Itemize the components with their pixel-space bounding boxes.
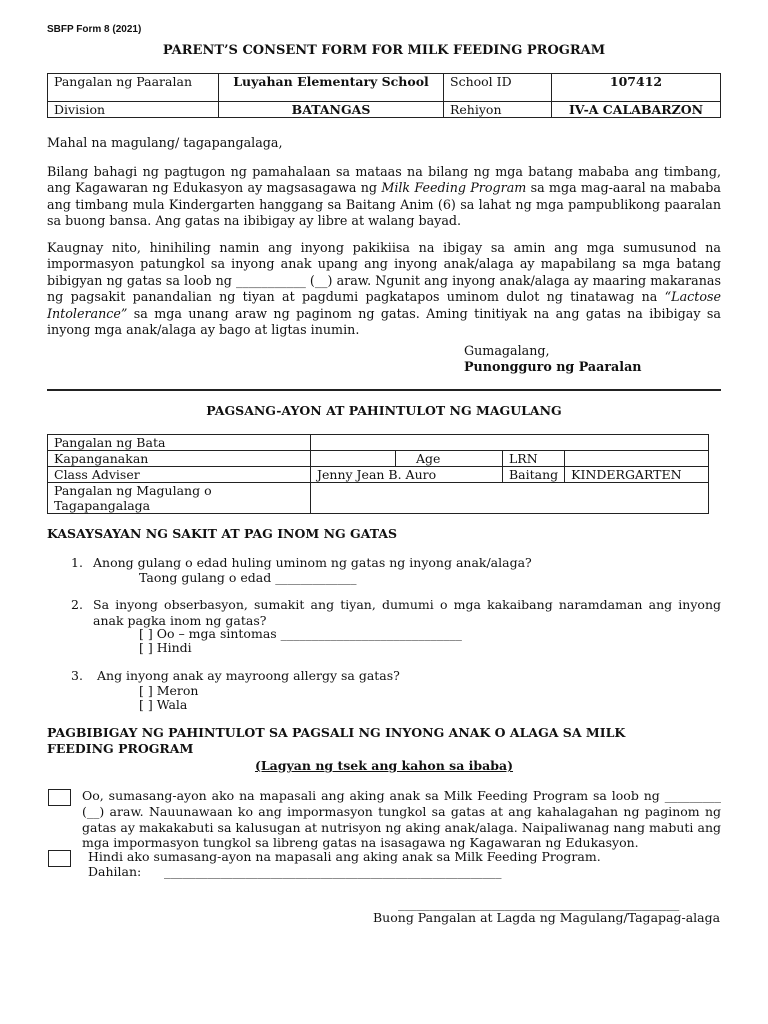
grade-label: Baitang [503, 467, 565, 483]
consent-heading: PAGSANG-AYON AT PAHINTULOT NG MAGULANG [206, 403, 562, 418]
lrn-field[interactable] [565, 451, 709, 467]
consent-yes-text: Oo, sumasang-ayon ako na mapasali ang aking anak sa Milk Feeding Program sa loob ng _________ (__) araw. Nauunawaan ko ang impormasyon tungkol sa gatas at ang kahalagahan ng paginom ng gatas ay makakabuti sa kalusugan at nutrisyon ng aking anak/alaga. Naipaliwanag nang mabuti ang mga impormasyon tungkol sa libreng gatas na isasagawa ng Kagawaran ng Edukasyon. [82, 788, 721, 851]
permission-instruction: (Lagyan ng tsek ang kahon sa ibaba) [254, 758, 514, 773]
history-heading: KASAYSAYAN NG SAKIT AT PAG INOM NG GATAS [47, 526, 398, 541]
school-id-label: School ID [444, 74, 552, 102]
letter-paragraph-1 [47, 164, 721, 230]
consent-no-text: Hindi ako sumasang-ayon na mapasali ang aking anak sa Milk Feeding Program. [88, 849, 601, 864]
form-label: SBFP Form 8 (2021) [47, 24, 142, 35]
birthdate-field[interactable] [311, 451, 396, 467]
paragraph-2-text-b: sa mga unang araw ng paginom ng gatas. Aming tinitiyak na ang gatas na ibibigay sa inyong mga anak/alaga ay bago at ligtas inumin. [47, 305, 721, 338]
school-info-table [47, 73, 721, 118]
section-divider [47, 389, 721, 391]
closing: Gumagalang, [464, 343, 550, 358]
q2-option-yes[interactable]: [ ] Oo – mga sintomas _____________________________ [139, 626, 462, 641]
school-name-label: Pangalan ng Paaralan [48, 74, 219, 102]
signatory: Punongguro ng Paaralan [464, 359, 642, 374]
paragraph-1-text-a: Bilang bahagi ng pagtugon ng pamahalaan sa mataas na bilang ng mga batang mababa ang timbang, ang Kagawaran ng Edukasyon ay magsasagawa ng [47, 164, 721, 196]
paragraph-1-text-b: sa mga mag-aaral na mababa ang timbang mula Kindergarten hanggang sa Baitang Anim (6) sa lahat ng mga pampublikong paaralan sa buong bansa. Ang gatas na ibibigay ay libre at walang bayad. [47, 180, 721, 229]
paragraph-2-text-a: Kaugnay nito, hinihiling namin ang inyong pakikiisa na ibigay sa amin ang mga sumusunod na impormasyon patungkol sa inyong anak upang ang inyong anak/alaga ay mapabilang sa mga batang bibigyan ng gatas sa loob ng ___________ (__) araw. Ngunit ang inyong anak/alaga ay maaring makaranas ng pagsakit panandalian ng tiyan at pagdumi pagkatapos uminom dulot ng tinatawag na [47, 240, 721, 305]
q1-number: 1. [71, 555, 83, 570]
q2-number: 2. [71, 597, 83, 612]
page-title: PARENT’S CONSENT FORM FOR MILK FEEDING PROGRAM [162, 43, 606, 58]
division-label: Division [48, 102, 219, 118]
grade-value: KINDERGARTEN [565, 467, 709, 483]
q3-text: Ang inyong anak ay mayroong allergy sa gatas? [97, 668, 400, 683]
lrn-label: LRN [503, 451, 565, 467]
signature-label: Buong Pangalan at Lagda ng Magulang/Tagapag-alaga [373, 910, 721, 925]
division-value: BATANGAS [219, 102, 444, 118]
signature-field[interactable]: _____________________________________________ [398, 896, 680, 911]
consent-yes-checkbox[interactable] [48, 789, 71, 806]
school-name-value: Luyahan Elementary School [219, 74, 444, 102]
child-info-table [47, 434, 709, 514]
child-name-label: Pangalan ng Bata [48, 435, 311, 451]
permission-heading: PAGBIBIGAY NG PAHINTULOT SA PAGSALI NG INYONG ANAK O ALAGA SA MILK FEEDING PROGRAM [47, 725, 626, 756]
parent-name-field[interactable] [311, 483, 709, 514]
q2-text: Sa inyong obserbasyon, sumakit ang tiyan, dumumi o mga kakaibang naramdaman ang inyong anak pagka inom ng gatas? [93, 597, 721, 628]
q3-number: 3. [71, 668, 83, 683]
adviser-label: Class Adviser [48, 467, 311, 483]
q2-option-no[interactable]: [ ] Hindi [139, 640, 192, 655]
child-name-field[interactable] [311, 435, 709, 451]
q3-option-no[interactable]: [ ] Wala [139, 697, 188, 712]
adviser-value: Jenny Jean B. Auro [311, 467, 503, 483]
age-label: Age [396, 451, 503, 467]
region-value: IV-A CALABARZON [552, 102, 721, 118]
paragraph-1-program-name: Milk Feeding Program [381, 180, 527, 196]
parent-name-label: Pangalan ng Magulang o Tagapangalaga [48, 483, 311, 514]
letter-paragraph-2 [47, 240, 721, 338]
reason-label: Dahilan: [88, 864, 142, 879]
reason-field[interactable]: ______________________________________________________ [164, 864, 502, 879]
school-id-value: 107412 [552, 74, 721, 102]
paragraph-2-lactose-term: “Lactose Intolerance” [47, 289, 721, 321]
salutation: Mahal na magulang/ tagapangalaga, [47, 135, 283, 150]
q3-option-yes[interactable]: [ ] Meron [139, 683, 199, 698]
region-label: Rehiyon [444, 102, 552, 118]
consent-no-checkbox[interactable] [48, 850, 71, 867]
q1-text: Anong gulang o edad huling uminom ng gatas ng inyong anak/alaga? [93, 555, 532, 570]
q1-answer: Taong gulang o edad _____________ [139, 570, 357, 585]
birthdate-label: Kapanganakan [48, 451, 311, 467]
